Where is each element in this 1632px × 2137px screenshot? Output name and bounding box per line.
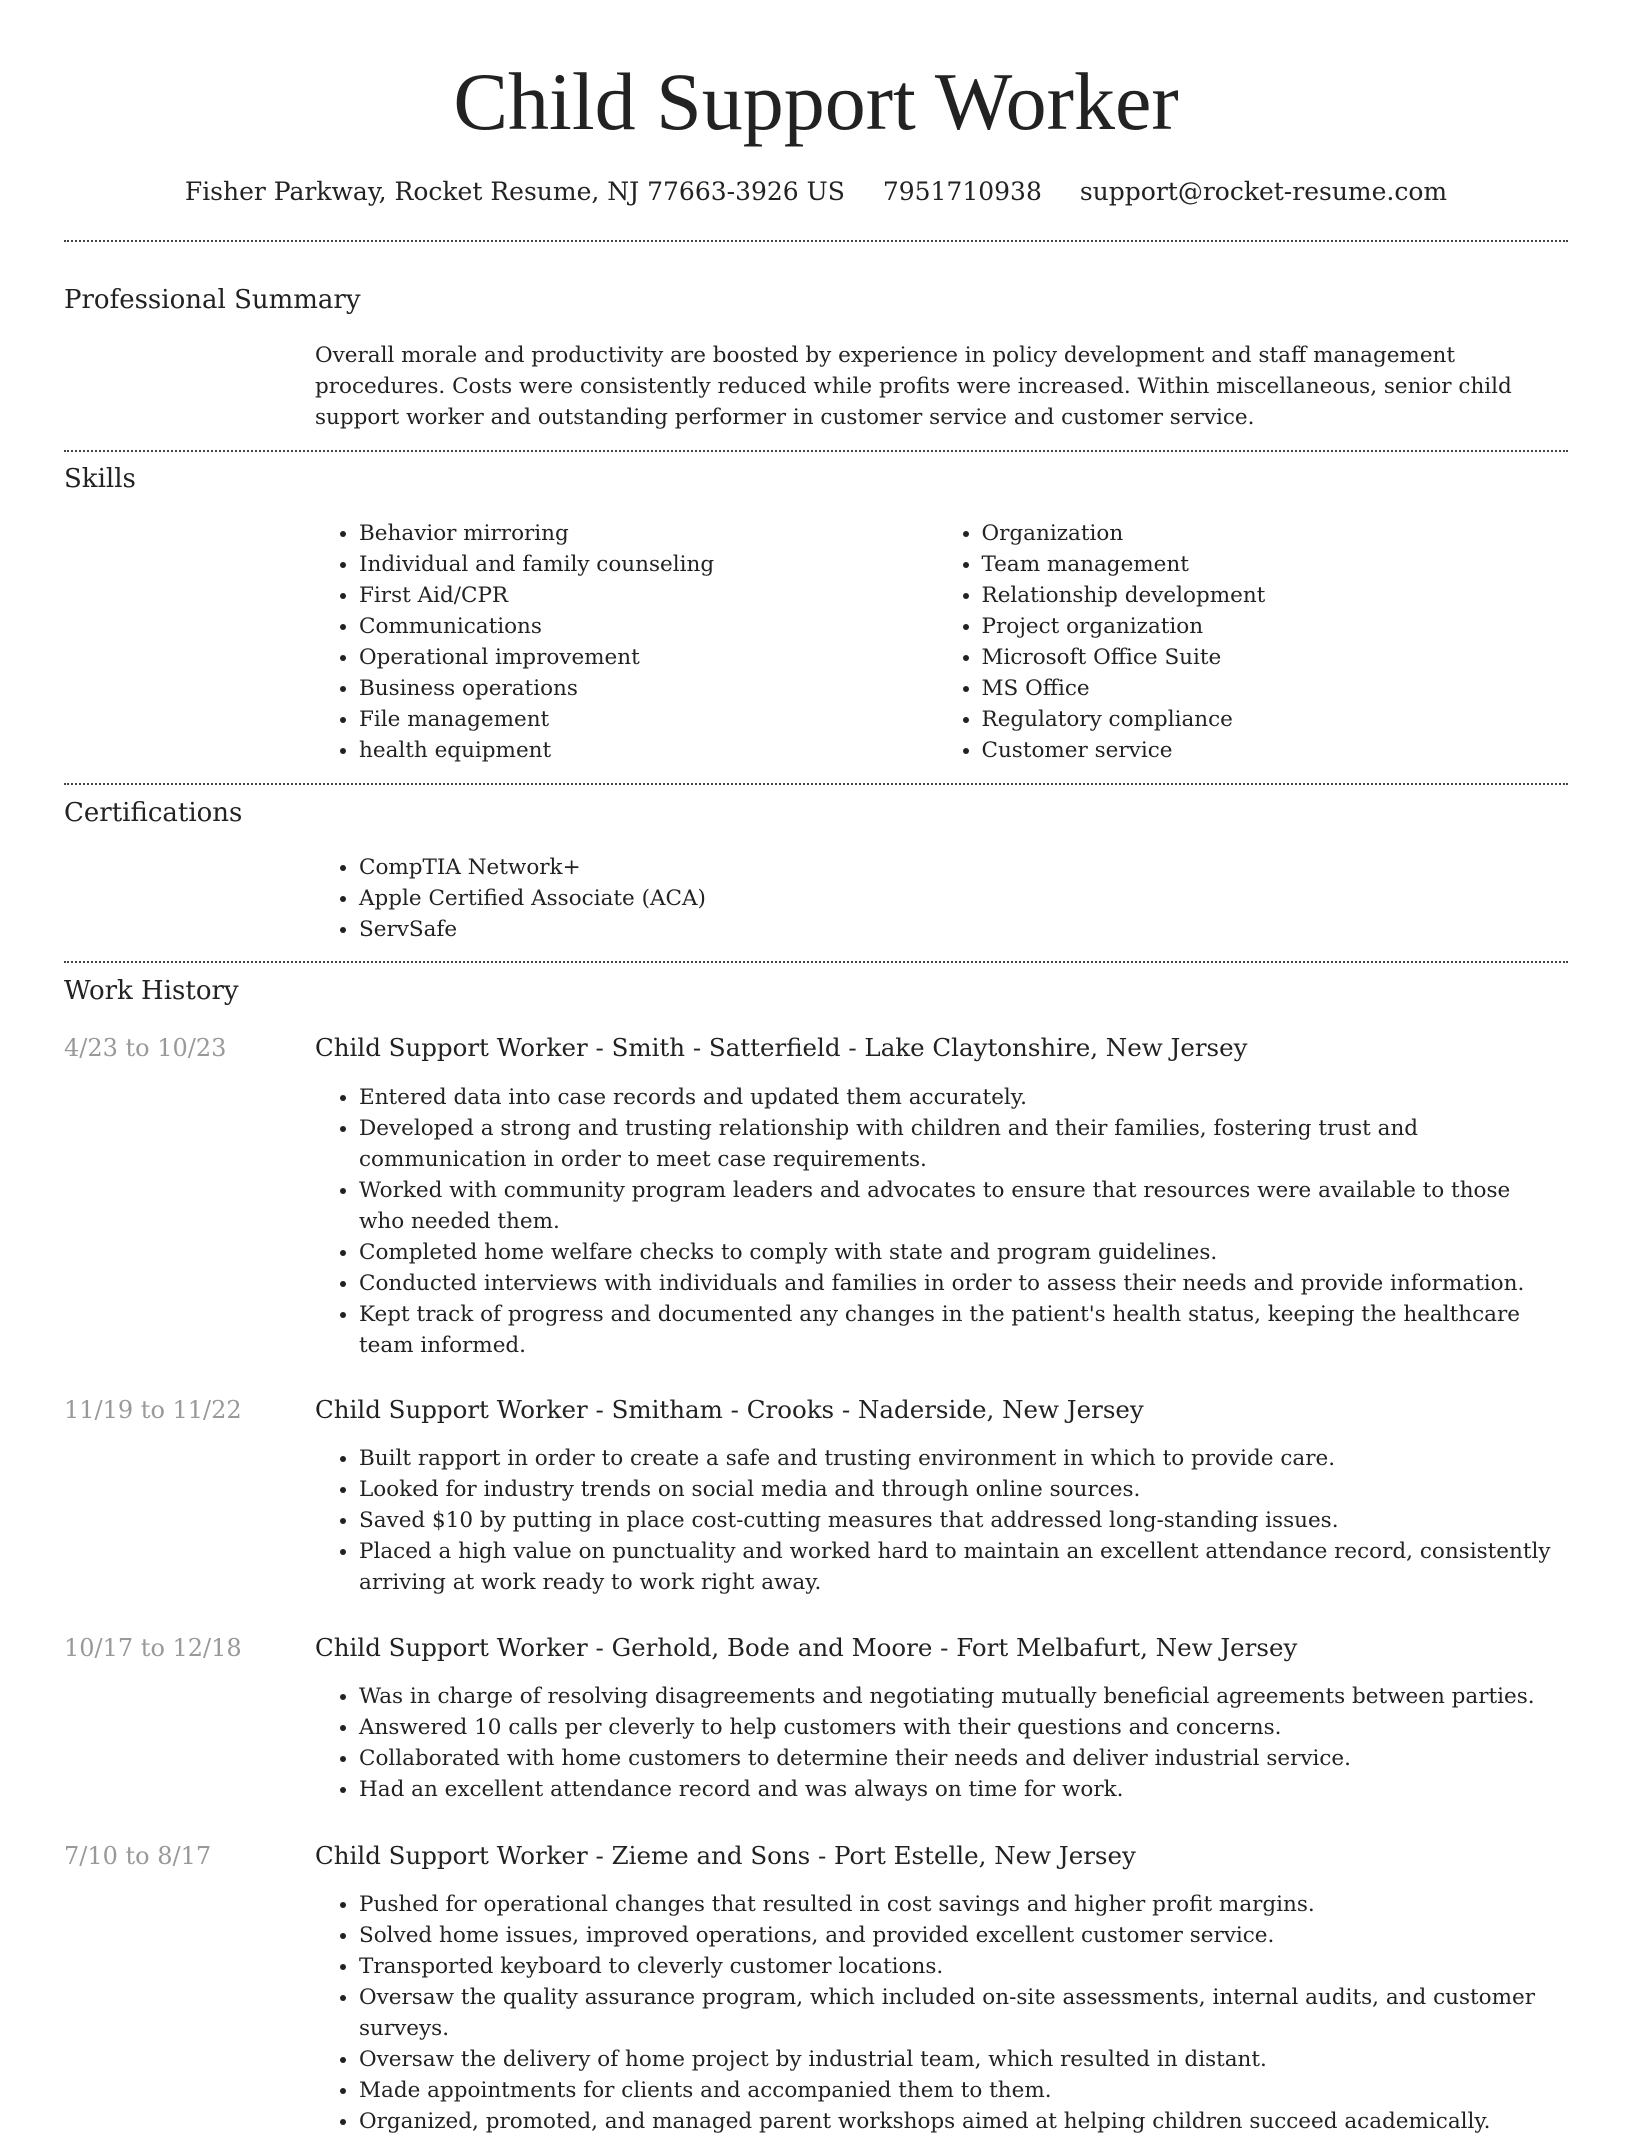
job-title: Child Support Worker - Zieme and Sons - Port Estelle, New Jersey	[315, 1841, 1136, 1870]
skill-item: • Regulatory compliance	[982, 704, 1561, 735]
job-bullet: • Made appointments for clients and accompanied them to them.	[359, 2075, 1560, 2106]
job-date: 11/19 to 11/22	[64, 1396, 242, 1424]
job-title: Child Support Worker - Smith - Satterfield - Lake Claytonshire, New Jersey	[315, 1033, 1248, 1062]
job-bullet: • Oversaw the delivery of home project by industrial team, which resulted in distant.	[359, 2044, 1560, 2075]
job-bullet: • Completed home welfare checks to comply with state and program guidelines.	[359, 1237, 1560, 1268]
job-bullet: • Looked for industry trends on social media and through online sources.	[359, 1474, 1560, 1505]
skills-block	[315, 518, 1560, 766]
job-bullet: • Pushed for operational changes that resulted in cost savings and higher profit margins.	[359, 1889, 1560, 1920]
skill-item: • Individual and family counseling	[359, 549, 938, 580]
job-bullet-list	[315, 1082, 1560, 1361]
job-bullet: • Saved $10 by putting in place cost-cutting measures that addressed long-standing issues.	[359, 1505, 1560, 1536]
skill-item: • Behavior mirroring	[359, 518, 938, 549]
job-bullet-list	[315, 1889, 1560, 2137]
job-date: 10/17 to 12/18	[64, 1634, 242, 1662]
section-divider	[64, 450, 1568, 452]
job-bullet-list	[315, 1681, 1560, 1805]
section-title-work-history: Work History	[64, 976, 239, 1006]
certification-item: • CompTIA Network+	[359, 852, 1560, 883]
section-title-summary: Professional Summary	[64, 285, 361, 315]
job-bullet: • Transported keyboard to cleverly customer locations.	[359, 1951, 1560, 1982]
contact-address: Fisher Parkway, Rocket Resume, NJ 77663-3926 US	[184, 177, 845, 206]
job-bullet: • Had an excellent attendance record and was always on time for work.	[359, 1774, 1560, 1805]
certification-item: • ServSafe	[359, 914, 1560, 945]
job-bullet: • Answered 10 calls per cleverly to help customers with their questions and concerns.	[359, 1712, 1560, 1743]
job-duties	[315, 1082, 1560, 1361]
summary-block	[315, 340, 1560, 433]
skill-item: • Business operations	[359, 673, 938, 704]
skill-item: • Organization	[982, 518, 1561, 549]
section-divider	[64, 783, 1568, 785]
job-bullet: • Was in charge of resolving disagreements and negotiating mutually beneficial agreements between parties.	[359, 1681, 1560, 1712]
skill-item: • health equipment	[359, 735, 938, 766]
contact-email: support@rocket-resume.com	[1079, 177, 1448, 206]
resume-name: Child Support Worker	[453, 56, 1179, 147]
job-date: 4/23 to 10/23	[64, 1034, 227, 1062]
contact-phone: 7951710938	[882, 177, 1042, 206]
skill-item: • Microsoft Office Suite	[982, 642, 1561, 673]
job-bullet: • Placed a high value on punctuality and worked hard to maintain an excellent attendance record, consistently arriving at work ready to work right away.	[359, 1536, 1560, 1598]
skill-item: • Operational improvement	[359, 642, 938, 673]
certifications-list	[315, 852, 1560, 945]
job-bullet: • Collaborated with home customers to determine their needs and deliver industrial service.	[359, 1743, 1560, 1774]
job-duties	[315, 1443, 1560, 1598]
certification-item: • Apple Certified Associate (ACA)	[359, 883, 1560, 914]
skill-item: • Relationship development	[982, 580, 1561, 611]
skill-item: • Team management	[982, 549, 1561, 580]
skill-item: • Communications	[359, 611, 938, 642]
contact-line	[0, 176, 1632, 208]
job-date: 7/10 to 8/17	[64, 1842, 212, 1870]
skill-item: • First Aid/CPR	[359, 580, 938, 611]
job-bullet: • Built rapport in order to create a safe and trusting environment in which to provide care.	[359, 1443, 1560, 1474]
section-divider	[64, 240, 1568, 242]
skill-item: • MS Office	[982, 673, 1561, 704]
job-bullet: • Solved home issues, improved operations, and provided excellent customer service.	[359, 1920, 1560, 1951]
job-bullet: • Oversaw the quality assurance program, which included on-site assessments, internal audits, and customer surveys.	[359, 1982, 1560, 2044]
job-bullet: • Organized, promoted, and managed parent workshops aimed at helping children succeed academically.	[359, 2106, 1560, 2137]
skill-item: • File management	[359, 704, 938, 735]
skill-item: • Customer service	[982, 735, 1561, 766]
job-bullet: • Kept track of progress and documented any changes in the patient's health status, keeping the healthcare team informed.	[359, 1299, 1560, 1361]
skill-item: • Project organization	[982, 611, 1561, 642]
job-bullet: • Developed a strong and trusting relationship with children and their families, fostering trust and communication in order to meet case requirements.	[359, 1113, 1560, 1175]
job-bullet-list	[315, 1443, 1560, 1598]
job-title: Child Support Worker - Smitham - Crooks - Naderside, New Jersey	[315, 1395, 1144, 1424]
skills-list-col2	[938, 518, 1561, 766]
section-title-skills: Skills	[64, 464, 136, 494]
job-title: Child Support Worker - Gerhold, Bode and Moore - Fort Melbafurt, New Jersey	[315, 1633, 1298, 1662]
job-duties	[315, 1681, 1560, 1805]
job-bullet: • Conducted interviews with individuals and families in order to assess their needs and provide information.	[359, 1268, 1560, 1299]
job-duties	[315, 1889, 1560, 2137]
job-bullet: • Entered data into case records and updated them accurately.	[359, 1082, 1560, 1113]
section-title-certifications: Certifications	[64, 798, 243, 828]
job-bullet: • Worked with community program leaders and advocates to ensure that resources were available to those who needed them.	[359, 1175, 1560, 1237]
section-divider	[64, 961, 1568, 963]
summary-text: Overall morale and productivity are boosted by experience in policy development and staff management procedures. Costs were consistently reduced while profits were increased. Within miscellaneous, senior child support worker and outstanding performer in customer service and customer service.	[315, 343, 1512, 430]
certifications-block	[315, 852, 1560, 945]
skills-list-col1	[315, 518, 938, 766]
